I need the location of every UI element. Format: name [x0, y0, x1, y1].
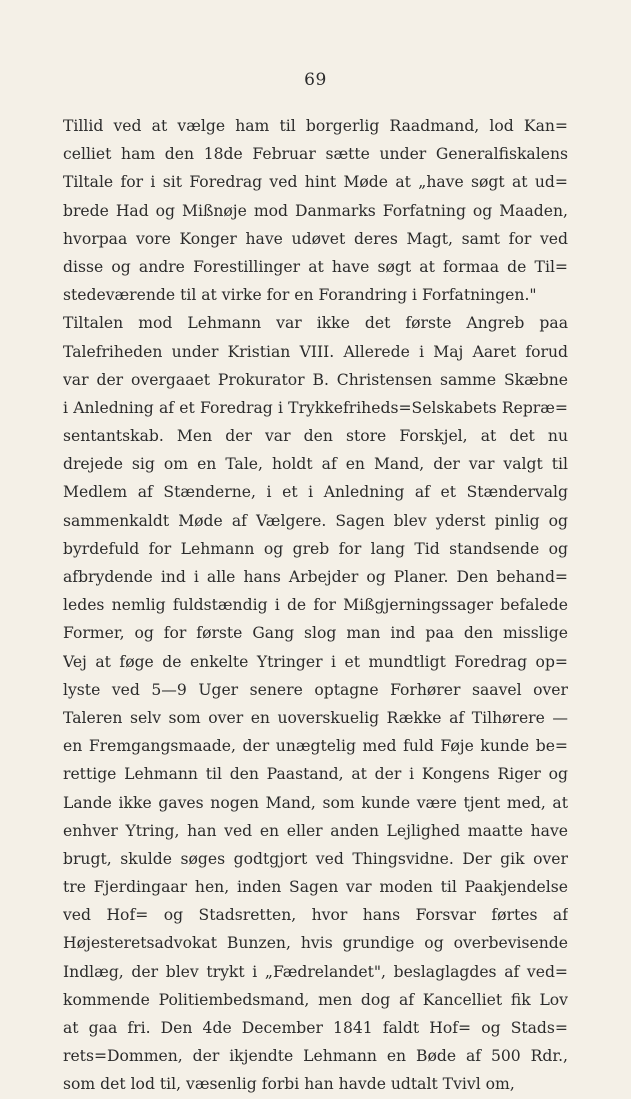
text-line: brede Had og Mißnøje mod Danmarks Forfatning og Maaden,: [63, 201, 568, 220]
text-line: Højesteretsadvokat Bunzen, hvis grundige og overbevisende: [63, 934, 568, 953]
text-line: kommende Politiembedsmand, men dog af Kancelliet fik Lov: [63, 990, 568, 1009]
text-line: ledes nemlig fuldstændig i de for Mißgjerningssager befalede: [63, 596, 568, 615]
text-line: brugt, skulde søges godtgjort ved Thingsvidne. Der gik over: [63, 849, 568, 868]
text-line: stedeværende til at virke for en Forandring i Forfatningen.": [63, 286, 537, 305]
text-line: Tillid ved at vælge ham til borgerlig Raadmand, lod Kan=: [63, 117, 568, 135]
text-line: sammenkaldt Møde af Vælgere. Sagen blev yderst pinlig og: [63, 511, 568, 530]
text-line: Talefriheden under Kristian VIII. Allerede i Maj Aaret forud: [63, 342, 568, 361]
text-line: ved Hof= og Stadsretten, hvor hans Forsvar førtes af: [63, 906, 568, 925]
text-line: som det lod til, væsenlig forbi han havde udtalt Tvivl om,: [63, 1075, 515, 1094]
text-line: sentantskab. Men der var den store Forskjel, at det nu: [63, 427, 568, 446]
text-line: Taleren selv som over en uoverskuelig Række af Tilhørere —: [63, 708, 568, 727]
text-line: Tiltale for i sit Foredrag ved hint Møde at „have søgt at ud=: [63, 173, 568, 192]
text-line: Former, og for første Gang slog man ind paa den misslige: [63, 624, 568, 643]
text-line: i Anledning af et Foredrag i Trykkefriheds=Selskabets Repræ=: [63, 398, 568, 417]
text-line: rettige Lehmann til den Paastand, at der i Kongens Riger og: [63, 765, 568, 784]
text-line: hvorpaa vore Konger have udøvet deres Magt, samt for ved: [63, 229, 568, 248]
text-line: Medlem af Stænderne, i et i Anledning af et Stændervalg: [63, 483, 568, 502]
text-line: lyste ved 5—9 Uger senere optagne Forhører saavel over: [63, 680, 568, 699]
text-line: var der overgaaet Prokurator B. Christensen samme Skæbne: [63, 370, 568, 389]
text-line: celliet ham den 18de Februar sætte under Generalfiskalens: [63, 145, 568, 164]
page-number: 69: [304, 70, 327, 90]
text-line: Indlæg, der blev trykt i „Fædrelandet", beslaglagdes af ved=: [63, 962, 568, 981]
body-text: [63, 112, 568, 1099]
text-line: Tiltalen mod Lehmann var ikke det første Angreb paa: [63, 314, 568, 333]
text-line: drejede sig om en Tale, holdt af en Mand, der var valgt til: [63, 455, 568, 474]
text-line: disse og andre Forestillinger at have søgt at formaa de Til=: [63, 257, 568, 276]
text-line: en Fremgangsmaade, der unægtelig med fuld Føje kunde be=: [63, 737, 568, 756]
text-line: at gaa fri. Den 4de December 1841 faldt Hof= og Stads=: [63, 1019, 568, 1037]
text-line: enhver Ytring, han ved en eller anden Lejlighed maatte have: [63, 821, 568, 840]
text-line: Lande ikke gaves nogen Mand, som kunde være tjent med, at: [63, 793, 568, 812]
text-line: Vej at føge de enkelte Ytringer i et mundtligt Foredrag op=: [63, 652, 568, 671]
text-line: rets=Dommen, der ikjendte Lehmann en Bøde af 500 Rdr.,: [63, 1047, 568, 1066]
text-line: afbrydende ind i alle hans Arbejder og Planer. Den behand=: [63, 568, 568, 586]
text-line: byrdefuld for Lehmann og greb for lang Tid standsende og: [63, 539, 568, 558]
text-line: tre Fjerdingaar hen, inden Sagen var moden til Paakjendelse: [63, 878, 568, 897]
